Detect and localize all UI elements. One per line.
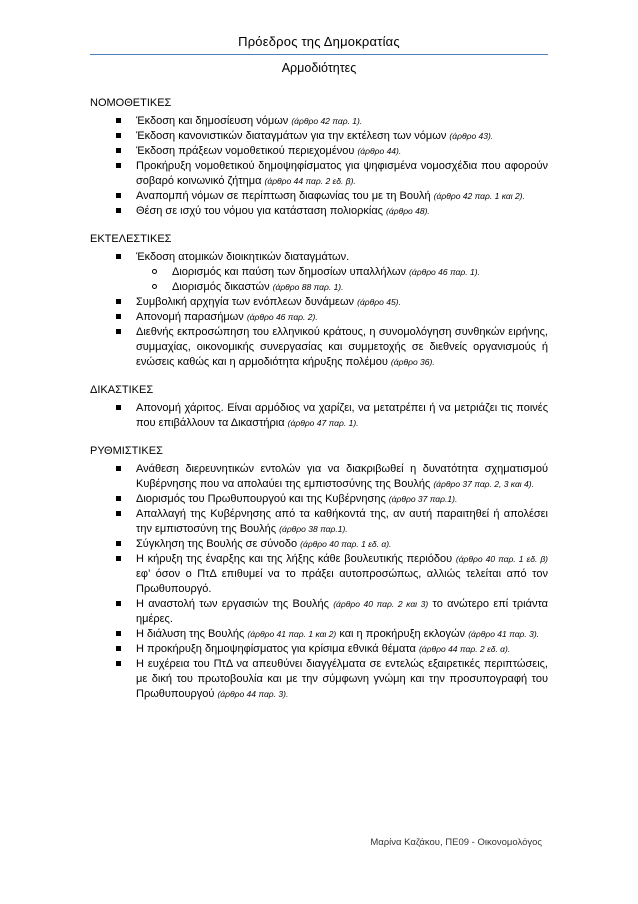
section-heading: ΕΚΤΕΛΕΣΤΙΚΕΣ — [90, 233, 172, 245]
list-item — [90, 159, 548, 189]
article-reference: (άρθρο 45). — [357, 297, 401, 307]
article-reference: (άρθρο 47 παρ. 1). — [287, 418, 359, 428]
item-text-continued: και η προκήρυξη εκλογών — [336, 628, 469, 640]
list-item — [90, 627, 548, 642]
item-text-continued: εφ’ όσον ο ΠτΔ επιθυμεί να το πράξει αυτοπροσώπως, αλλιώς τελείται από τον Πρωθυπουργό. — [136, 568, 548, 595]
item-text: Διορισμός δικαστών — [172, 281, 273, 293]
section-regulatory — [90, 444, 548, 702]
article-reference: (άρθρο 40 παρ. 2 και 3) — [333, 599, 429, 609]
sub-bullet-list — [90, 265, 548, 295]
item-text: Σύγκληση της Βουλής σε σύνοδο — [136, 538, 301, 550]
bullet-list — [90, 295, 548, 370]
sub-list-item — [90, 280, 548, 295]
item-text: Η προκήρυξη δημοψηφίσματος για κρίσιμα εθνικά θέματα — [136, 643, 419, 655]
section-legislative — [90, 96, 548, 219]
list-item — [90, 642, 548, 657]
list-item — [90, 492, 548, 507]
item-text: Έκδοση ατομικών διοικητικών διαταγμάτων. — [136, 251, 350, 263]
list-item — [90, 129, 548, 144]
article-reference: (άρθρο 42 παρ. 1). — [291, 116, 363, 126]
item-text: Έκδοση πράξεων νομοθετικού περιεχομένου — [136, 145, 358, 157]
list-item — [90, 537, 548, 552]
article-reference: (άρθρο 44). — [357, 146, 402, 156]
item-text: Απονομή χάριτος. Είναι αρμόδιος να χαρίζει, να μετατρέπει ή να μετριάζει τις ποινές που επιβάλλουν τα Δικαστήρια — [136, 402, 548, 429]
list-item — [90, 295, 548, 310]
item-text: Διορισμός και παύση των δημοσίων υπαλλήλων — [172, 266, 410, 278]
section-heading: ΝΟΜΟΘΕΤΙΚΕΣ — [90, 97, 172, 109]
item-text: Διορισμός του Πρωθυπουργού και της Κυβέρνησης — [136, 493, 389, 505]
list-item — [90, 401, 548, 431]
section-judicial — [90, 383, 548, 431]
list-item — [90, 250, 548, 265]
item-text: Ανάθεση διερευνητικών εντολών για να διακριβωθεί η δυνατότητα σχηματισμού Κυβέρνησης που να απολαύει της εμπιστοσύνης της Βουλής — [136, 463, 548, 490]
item-text: Θέση σε ισχύ του νόμου για κατάσταση πολιορκίας — [136, 205, 387, 217]
sub-list-item — [90, 265, 548, 280]
article-reference: (άρθρο 36). — [390, 357, 435, 367]
bullet-list — [90, 250, 548, 265]
item-text: Η ευχέρεια του ΠτΔ να απευθύνει διαγγέλματα σε εντελώς εξαιρετικές περιπτώσεις, με δική του πρωτοβουλία και με την σύμφωνη γνώμη και την προσυπογραφή του Πρωθυπουργού — [136, 658, 548, 700]
list-item — [90, 597, 548, 627]
list-item — [90, 325, 548, 370]
section-heading: ΡΥΘΜΙΣΤΙΚΕΣ — [90, 445, 163, 457]
list-item — [90, 310, 548, 325]
document-header-title: Πρόεδρος της Δημοκρατίας — [238, 34, 400, 49]
item-text: Έκδοση κανονιστικών διαταγμάτων για την εκτέλεση των νόμων — [136, 130, 450, 142]
article-reference: (άρθρο 48). — [386, 206, 430, 216]
item-text: Η κήρυξη της έναρξης και της λήξης κάθε βουλευτικής περιόδου — [136, 553, 456, 565]
bullet-list — [90, 462, 548, 702]
article-reference: (άρθρο 43). — [449, 131, 494, 141]
page-title: Αρμοδιότητες — [281, 61, 357, 75]
article-reference: (άρθρο 46 παρ. 1). — [409, 267, 480, 277]
list-item — [90, 462, 548, 492]
list-item — [90, 507, 548, 537]
article-reference: (άρθρο 40 παρ. 1 εδ. α). — [300, 539, 392, 549]
item-text: Απονομή παρασήμων — [136, 311, 247, 323]
article-reference: (άρθρο 37 παρ.1). — [388, 494, 458, 504]
item-text-continued: το ανώτερο επί τριάντα ημέρες. — [136, 598, 548, 625]
article-reference: (άρθρο 37 παρ. 2, 3 και 4). — [433, 479, 534, 489]
list-item — [90, 189, 548, 204]
article-reference: (άρθρο 40 παρ. 1 εδ. β) — [455, 554, 549, 564]
item-text: Διεθνής εκπροσώπηση του ελληνικού κράτους, η συνομολόγηση συνθηκών ειρήνης, συμμαχίας, οικονομικής συνεργασίας και συμμετοχής σε διεθνείς οργανισμούς ή ενώσεις καθώς και η αρμοδιότητα κήρυξης πολέμου — [136, 326, 548, 368]
article-reference: (άρθρο 44 παρ. 3). — [217, 689, 289, 699]
item-text: Συμβολική αρχηγία των ενόπλεων δυνάμεων — [136, 296, 358, 308]
article-reference: (άρθρο 42 παρ. 1 και 2). — [433, 191, 525, 201]
item-text: Προκήρυξη νομοθετικού δημοψηφίσματος για ψηφισμένα νομοσχέδια που αφορούν σοβαρό κοινωνικό ζήτημα — [136, 160, 548, 187]
article-reference: (άρθρο 38 παρ.1). — [279, 524, 348, 534]
bullet-list — [90, 114, 548, 219]
bullet-list — [90, 401, 548, 431]
list-item — [90, 144, 548, 159]
article-reference: (άρθρο 41 παρ. 3). — [468, 629, 540, 639]
section-executive — [90, 232, 548, 370]
list-item — [90, 552, 548, 597]
article-reference: (άρθρο 88 παρ. 1). — [272, 282, 344, 292]
section-heading: ΔΙΚΑΣΤΙΚΕΣ — [90, 384, 154, 396]
item-text: Αναπομπή νόμων σε περίπτωση διαφωνίας του με τη Βουλή — [136, 190, 434, 202]
list-item — [90, 657, 548, 702]
article-reference: (άρθρο 41 παρ. 1 και 2) — [247, 629, 337, 639]
page-footer: Μαρίνα Καζάκου, ΠΕ09 - Οικονομολόγος — [370, 837, 542, 848]
document-body — [90, 96, 548, 715]
article-reference: (άρθρο 44 παρ. 2 εδ. β). — [264, 176, 356, 186]
item-text: Η αναστολή των εργασιών της Βουλής — [136, 598, 334, 610]
header-divider — [90, 54, 548, 55]
item-text: Έκδοση και δημοσίευση νόμων — [136, 115, 292, 127]
item-text: Η διάλυση της Βουλής — [136, 628, 248, 640]
list-item — [90, 204, 548, 219]
item-text: Απαλλαγή της Κυβέρνησης από τα καθήκοντά της, αν αυτή παραιτηθεί ή απολέσει την εμπιστοσύνη της Βουλής — [136, 508, 548, 535]
article-reference: (άρθρο 46 παρ. 2). — [246, 312, 318, 322]
article-reference: (άρθρο 44 παρ. 2 εδ. α). — [418, 644, 511, 654]
list-item — [90, 114, 548, 129]
